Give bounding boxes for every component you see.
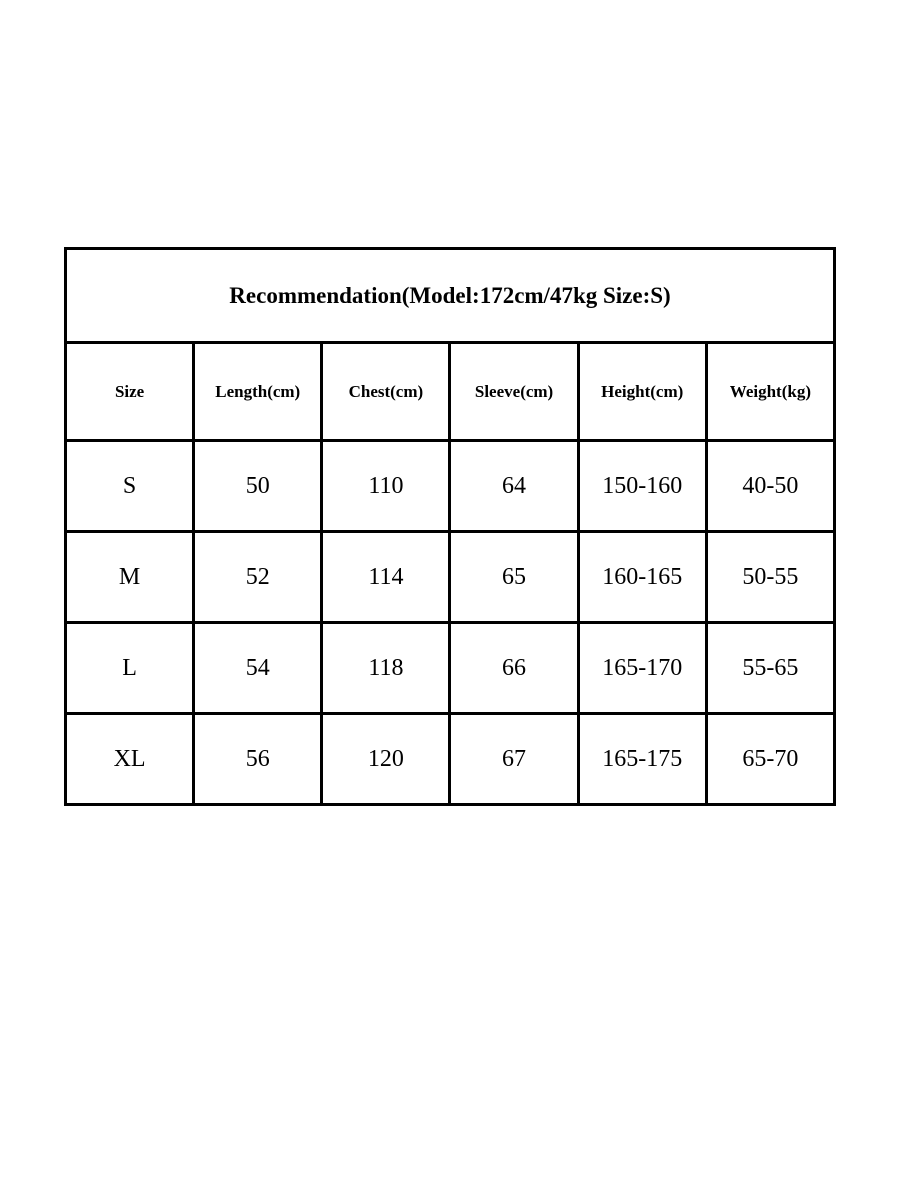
cell-chest: 118	[322, 623, 450, 714]
header-height: Height(cm)	[578, 343, 706, 441]
cell-height: 150-160	[578, 441, 706, 532]
cell-weight: 40-50	[706, 441, 834, 532]
cell-chest: 110	[322, 441, 450, 532]
cell-weight: 65-70	[706, 714, 834, 805]
table-title: Recommendation(Model:172cm/47kg Size:S)	[66, 249, 835, 343]
cell-size: S	[66, 441, 194, 532]
header-chest: Chest(cm)	[322, 343, 450, 441]
cell-height: 165-170	[578, 623, 706, 714]
table-row	[66, 714, 835, 805]
cell-size: XL	[66, 714, 194, 805]
cell-weight: 50-55	[706, 532, 834, 623]
cell-length: 54	[194, 623, 322, 714]
size-chart-table	[64, 247, 836, 806]
header-sleeve: Sleeve(cm)	[450, 343, 578, 441]
cell-length: 56	[194, 714, 322, 805]
header-length: Length(cm)	[194, 343, 322, 441]
cell-sleeve: 66	[450, 623, 578, 714]
cell-length: 50	[194, 441, 322, 532]
cell-height: 160-165	[578, 532, 706, 623]
cell-chest: 114	[322, 532, 450, 623]
cell-sleeve: 67	[450, 714, 578, 805]
cell-chest: 120	[322, 714, 450, 805]
cell-sleeve: 64	[450, 441, 578, 532]
table-row	[66, 623, 835, 714]
cell-weight: 55-65	[706, 623, 834, 714]
header-weight: Weight(kg)	[706, 343, 834, 441]
cell-size: L	[66, 623, 194, 714]
cell-height: 165-175	[578, 714, 706, 805]
cell-size: M	[66, 532, 194, 623]
table-row	[66, 441, 835, 532]
table-title-row	[66, 249, 835, 343]
header-size: Size	[66, 343, 194, 441]
cell-length: 52	[194, 532, 322, 623]
table-row	[66, 532, 835, 623]
cell-sleeve: 65	[450, 532, 578, 623]
table-header-row	[66, 343, 835, 441]
